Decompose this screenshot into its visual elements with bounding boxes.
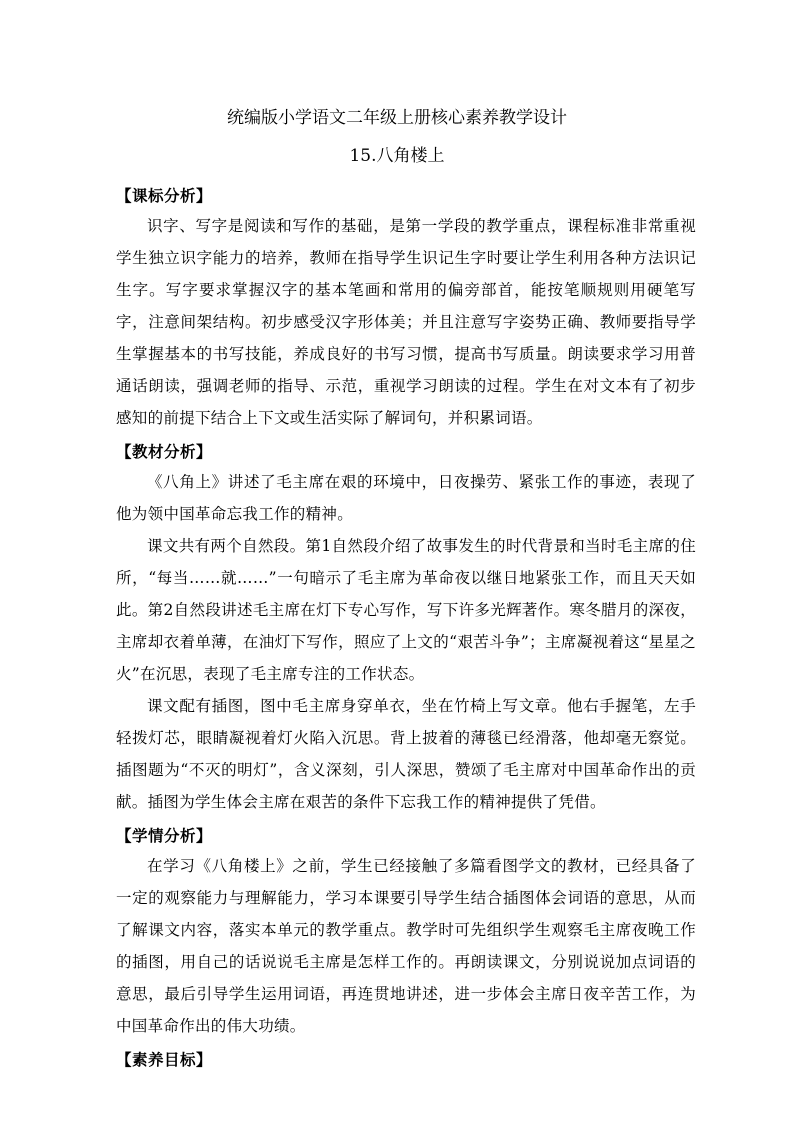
section-heading: 【教材分析】 (116, 442, 213, 461)
section-curriculum-analysis (116, 182, 696, 434)
section-heading: 【课标分析】 (116, 186, 213, 205)
paragraph: 在学习《八角楼上》之前，学生已经接触了多篇看图学文的教材，已经具备了一定的观察能力与理解能力，学习本课要引导学生结合插图体会词语的意思，从而了解课文内容，落实本单元的教学重点。教学时可先组织学生观察毛主席夜晚工作的插图，用自己的话说说毛主席是怎样工作的。再朗读课文，分别说说加点词语的意思，最后引导学生运用词语，再连贯地讲述，进一步体会主席日夜辛苦工作，为中国革命作出的伟大功绩。 (116, 857, 696, 1035)
section-literacy-goals (116, 1046, 696, 1074)
section-heading: 【学情分析】 (116, 826, 213, 845)
lesson-title: 15.八角楼上 (349, 146, 445, 166)
document-body (116, 182, 696, 1074)
section-textbook-analysis (116, 438, 696, 818)
paragraph: 课文配有插图，图中毛主席身穿单衣，坐在竹椅上写文章。他右手握笔，左手轻拨灯芯，眼睛凝视着灯火陷入沉思。背上披着的薄毯已经滑落，他却毫无察觉。插图题为“不灭的明灯”，含义深刻，引人深思，赞颂了毛主席对中国革命作出的贡献。插图为学生体会主席在艰苦的条件下忘我工作的精神提供了凭借。 (116, 697, 696, 811)
paragraph: 识字、写字是阅读和写作的基础，是第一学段的教学重点，课程标准非常重视学生独立识字能力的培养，教师在指导学生识记生字时要让学生利用各种方法识记生字。写字要求掌握汉字的基本笔画和常用的偏旁部首，能按笔顺规则用硬笔写字，注意间架结构。初步感受汉字形体美；并且注意写字姿势正确、教师要指导学生掌握基本的书写技能，养成良好的书写习惯，提高书写质量。朗读要求学习用普通话朗读，强调老师的指导、示范，重视学习朗读的过程。学生在对文本有了初步感知的前提下结合上下文或生活实际了解词句，并积累词语。 (116, 217, 696, 427)
paragraph: 《八角上》讲述了毛主席在艰的环境中，日夜操劳、紧张工作的事迹，表现了他为领中国革命忘我工作的精神。 (116, 473, 696, 523)
section-student-analysis (116, 822, 696, 1042)
section-heading: 【素养目标】 (116, 1050, 213, 1069)
document-title: 统编版小学语文二年级上册核心素养教学设计 (227, 108, 567, 128)
paragraph: 课文共有两个自然段。第1自然段介绍了故事发生的时代背景和当时毛主席的住所，“每当……就……”一句暗示了毛主席为革命夜以继日地紧张工作，而且天天如此。第2自然段讲述毛主席在灯下专心写作，写下许多光辉著作。寒冬腊月的深夜，主席却衣着单薄，在油灯下写作，照应了上文的“艰苦斗争”；主席凝视着这“星星之火”在沉思，表现了毛主席专注的工作状态。 (116, 537, 696, 683)
